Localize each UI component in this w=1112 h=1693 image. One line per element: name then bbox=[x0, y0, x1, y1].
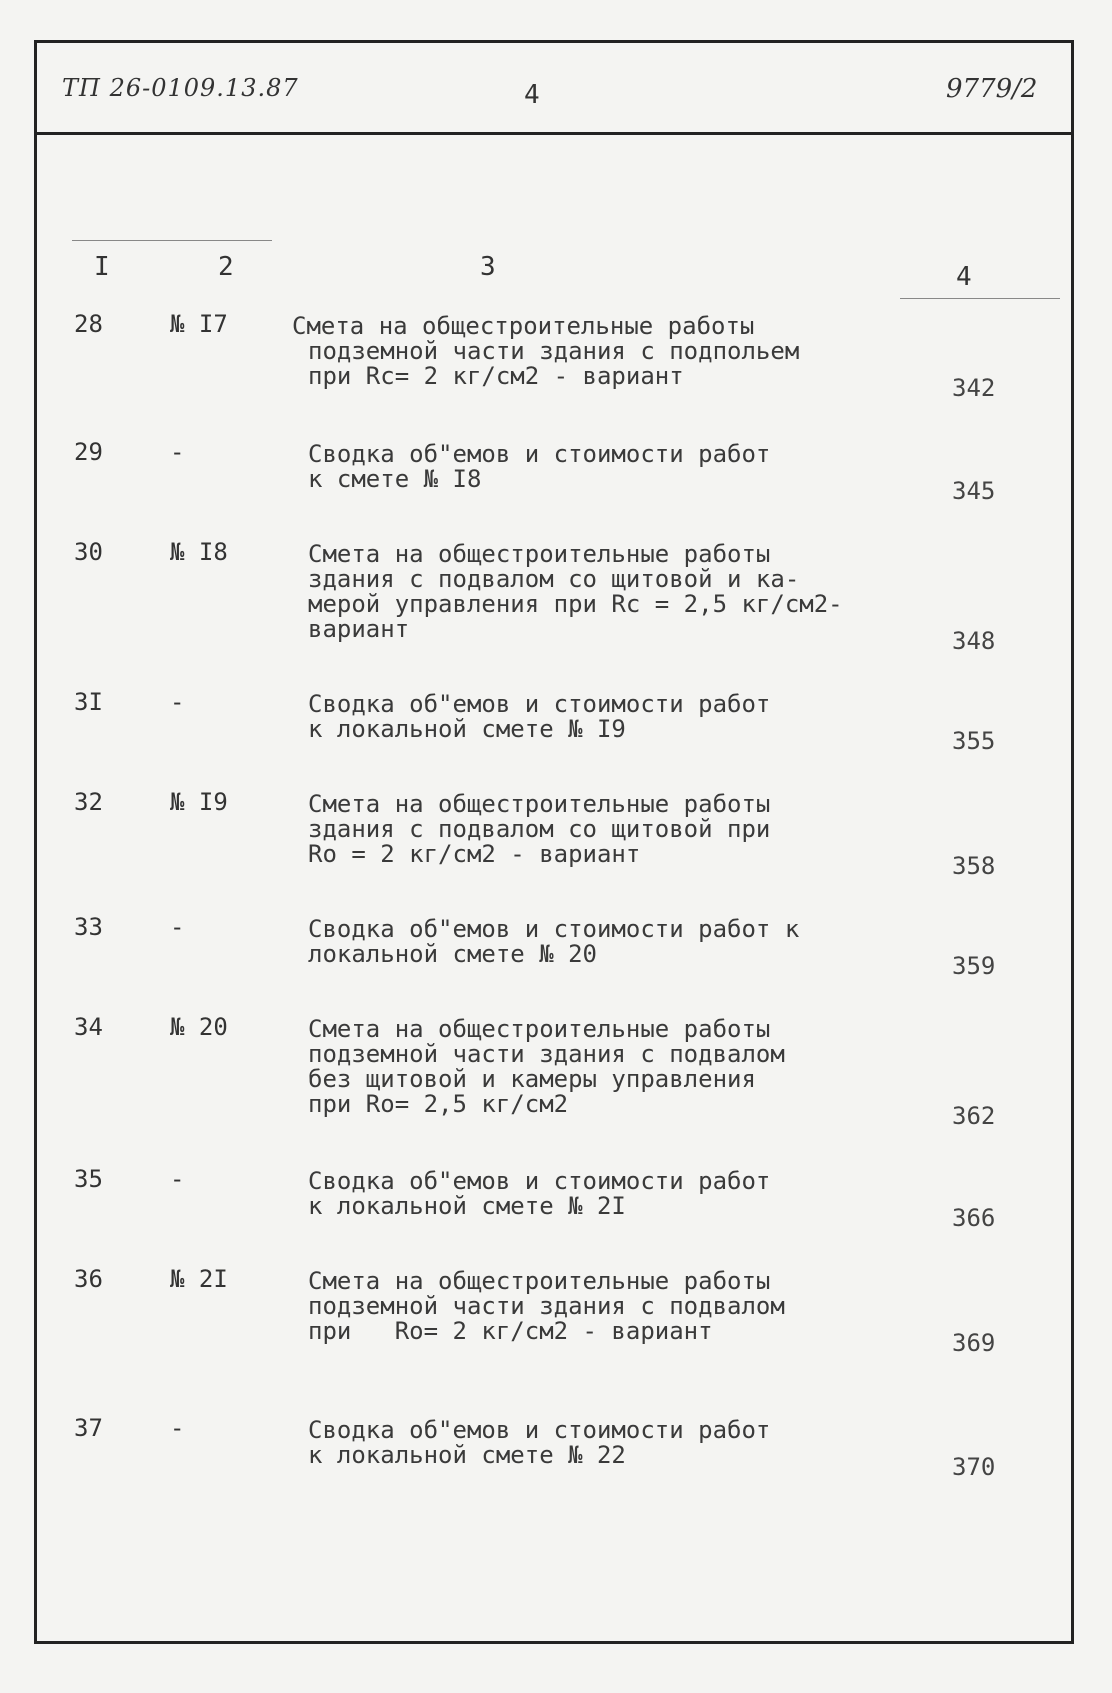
row-number: 3I bbox=[74, 688, 103, 716]
page-ref: 369 bbox=[952, 1329, 996, 1357]
row-description-line: мерой управления при Rс = 2,5 кг/см2- bbox=[308, 590, 843, 618]
row-number: 28 bbox=[74, 310, 103, 338]
estimate-ref: № I9 bbox=[170, 788, 228, 816]
column-header-2: 2 bbox=[218, 252, 234, 282]
row-description-line: Сводка об"емов и стоимости работ bbox=[308, 440, 771, 468]
row-number: 36 bbox=[74, 1265, 103, 1293]
divider-line bbox=[900, 298, 1060, 299]
row-number: 33 bbox=[74, 913, 103, 941]
row-description-line: Смета на общестроительные работы bbox=[308, 1267, 771, 1295]
column-header-3: 3 bbox=[480, 252, 496, 282]
column-header-1: I bbox=[94, 252, 110, 282]
page-number: 4 bbox=[524, 80, 540, 110]
row-description-line: без щитовой и камеры управления bbox=[308, 1065, 756, 1093]
page-ref: 342 bbox=[952, 374, 996, 402]
row-number: 37 bbox=[74, 1414, 103, 1442]
page-ref: 358 bbox=[952, 852, 996, 880]
row-description-line: к смете № I8 bbox=[308, 465, 482, 493]
row-description-line: Смета на общестроительные работы bbox=[308, 790, 771, 818]
estimate-ref: - bbox=[170, 1414, 185, 1442]
page-ref: 366 bbox=[952, 1204, 996, 1232]
page-ref: 370 bbox=[952, 1453, 996, 1481]
column-header-4: 4 bbox=[956, 262, 972, 292]
row-description-line: Сводка об"емов и стоимости работ bbox=[308, 1416, 771, 1444]
divider-line bbox=[72, 240, 272, 241]
estimate-ref: - bbox=[170, 1165, 185, 1193]
page-ref: 355 bbox=[952, 727, 996, 755]
estimate-ref: № 20 bbox=[170, 1013, 228, 1041]
row-description-line: при Rо= 2,5 кг/см2 bbox=[308, 1090, 569, 1118]
page-ref: 345 bbox=[952, 477, 996, 505]
row-description-line: к локальной смете № 2I bbox=[308, 1192, 626, 1220]
page-ref: 348 bbox=[952, 627, 996, 655]
row-description-line: здания с подвалом со щитовой при bbox=[308, 815, 771, 843]
estimate-ref: - bbox=[170, 688, 185, 716]
row-number: 35 bbox=[74, 1165, 103, 1193]
row-number: 30 bbox=[74, 538, 103, 566]
row-number: 34 bbox=[74, 1013, 103, 1041]
row-description-line: при Rо= 2 кг/см2 - вариант bbox=[308, 1317, 713, 1345]
estimate-ref: - bbox=[170, 913, 185, 941]
estimate-ref: № I8 bbox=[170, 538, 228, 566]
estimate-ref: № I7 bbox=[170, 310, 228, 338]
sheet-number: 9779/2 bbox=[946, 74, 1038, 104]
header-divider bbox=[34, 132, 1074, 135]
document-code: ТП 26-0109.13.87 bbox=[62, 74, 299, 102]
row-number: 32 bbox=[74, 788, 103, 816]
page-ref: 359 bbox=[952, 952, 996, 980]
row-description-line: Сводка об"емов и стоимости работ к bbox=[308, 915, 800, 943]
page-ref: 362 bbox=[952, 1102, 996, 1130]
row-number: 29 bbox=[74, 438, 103, 466]
row-description-line: Сводка об"емов и стоимости работ bbox=[308, 1167, 771, 1195]
row-description-line: при Rс= 2 кг/см2 - вариант bbox=[308, 362, 684, 390]
row-description-line: к локальной смете № I9 bbox=[308, 715, 626, 743]
row-description-line: Rо = 2 кг/см2 - вариант bbox=[308, 840, 641, 868]
row-description-line: подземной части здания с подвалом bbox=[308, 1040, 785, 1068]
row-description-line: Смета на общестроительные работы bbox=[292, 312, 755, 340]
estimate-ref: - bbox=[170, 438, 185, 466]
row-description-line: Смета на общестроительные работы bbox=[308, 1015, 771, 1043]
row-description-line: Сводка об"емов и стоимости работ bbox=[308, 690, 771, 718]
row-description-line: подземной части здания с подвалом bbox=[308, 1292, 785, 1320]
row-description-line: Смета на общестроительные работы bbox=[308, 540, 771, 568]
row-description-line: локальной смете № 20 bbox=[308, 940, 597, 968]
row-description-line: здания с подвалом со щитовой и ка- bbox=[308, 565, 800, 593]
row-description-line: вариант bbox=[308, 615, 410, 643]
estimate-ref: № 2I bbox=[170, 1265, 228, 1293]
row-description-line: подземной части здания с подпольем bbox=[308, 337, 800, 365]
row-description-line: к локальной смете № 22 bbox=[308, 1441, 626, 1469]
